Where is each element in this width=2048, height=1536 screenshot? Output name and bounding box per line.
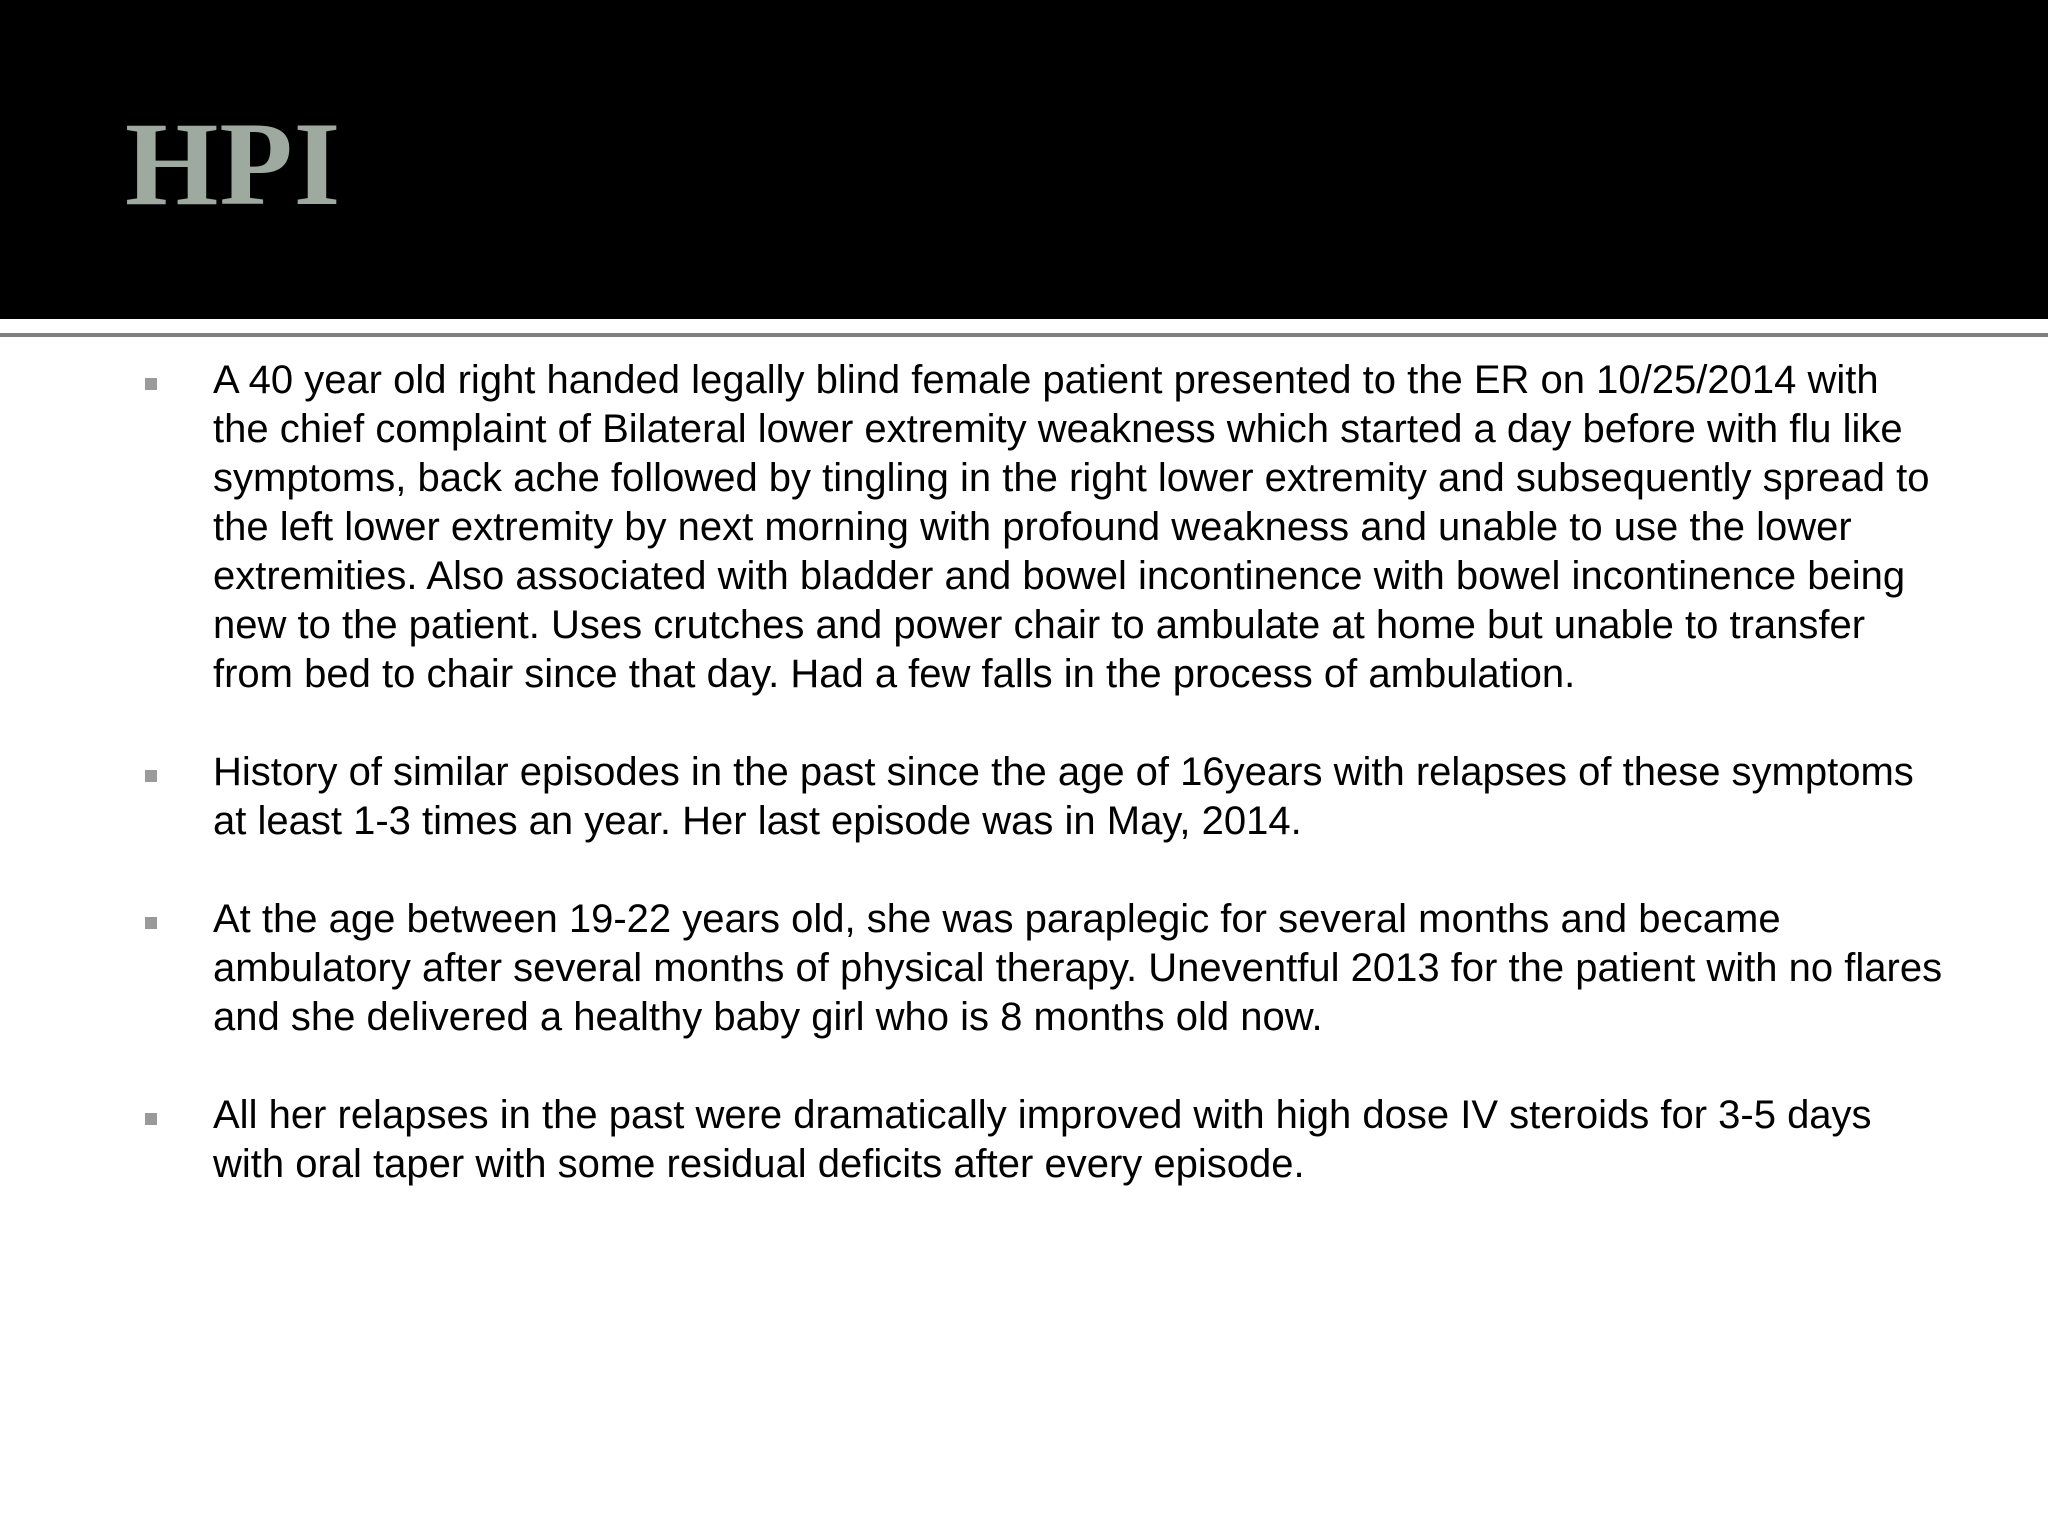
bullet-text: At the age between 19-22 years old, she was paraplegic for several months and became ambulatory after several months of physical therapy. Uneventful 2013 for the patient with no flares and she delivered a healthy baby girl who is 8 months old now.: [213, 897, 1943, 1039]
slide-title: HPI: [125, 97, 342, 230]
bullet-item: [0, 1091, 1943, 1189]
bullet-text: History of similar episodes in the past since the age of 16years with relapses of these symptoms at least 1-3 times an year. Her last episode was in May, 2014.: [213, 750, 1914, 843]
square-bullet-icon: [145, 1113, 157, 1125]
bullet-text: All her relapses in the past were dramatically improved with high dose IV steroids for 3-5 days with oral taper with some residual deficits after every episode.: [213, 1093, 1872, 1186]
bullet-item: [0, 356, 1943, 699]
bullet-text: A 40 year old right handed legally blind female patient presented to the ER on 10/25/2014 with the chief complaint of Bilateral lower extremity weakness which started a day before with flu like symptoms, back ache followed by tingling in the right lower extremity and subsequently spread to the left lower extremity by next morning with profound weakness and unable to use the lower extremities. Also associated with bladder and bowel incontinence with bowel incontinence being new to the patient. Uses crutches and power chair to ambulate at home but unable to transfer from bed to chair since that day. Had a few falls in the process of ambulation.: [213, 358, 1930, 696]
bullet-item: [0, 895, 1943, 1042]
header-divider: [0, 333, 2048, 337]
slide-content: [0, 356, 2048, 1238]
slide-header: [0, 0, 2048, 319]
square-bullet-icon: [145, 378, 157, 390]
square-bullet-icon: [145, 770, 157, 782]
square-bullet-icon: [145, 917, 157, 929]
bullet-item: [0, 748, 1943, 846]
